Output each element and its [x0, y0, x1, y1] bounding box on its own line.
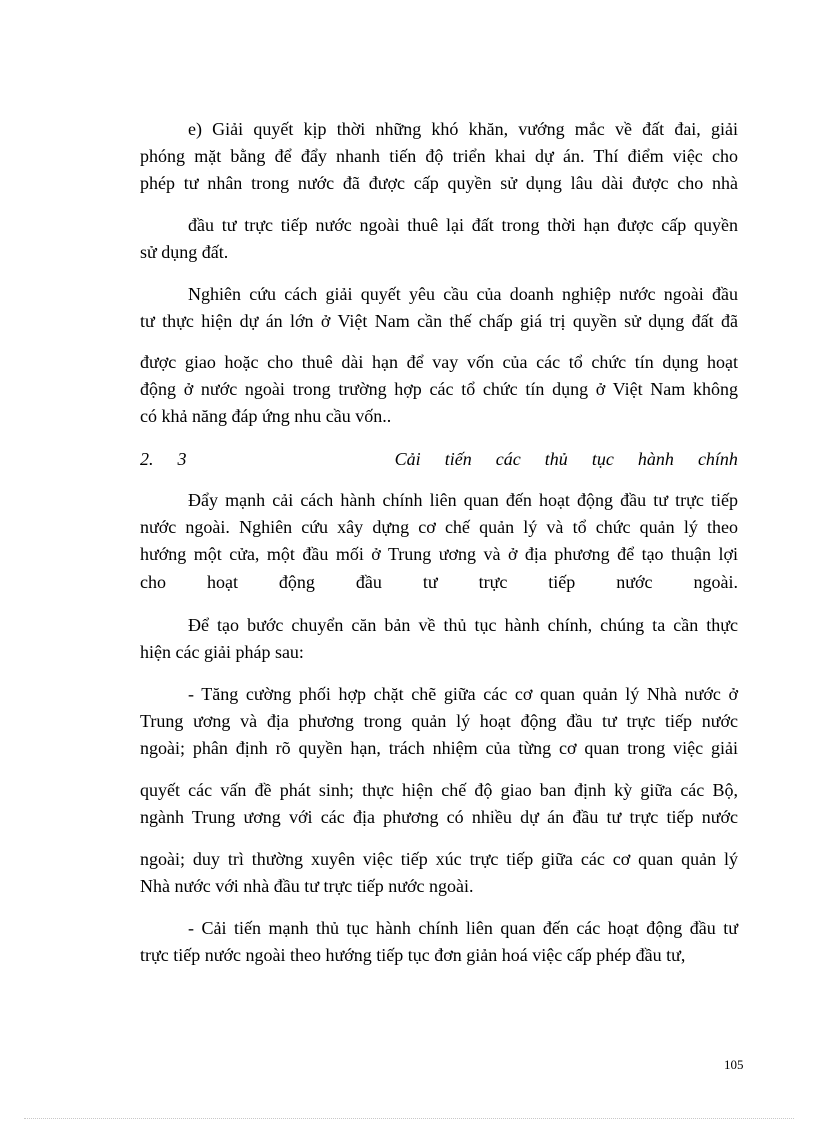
text-line: Nhà nước với nhà đầu tư trực tiếp nước ngoài.: [140, 876, 474, 896]
text-line: được giao hoặc cho thuê dài hạn để vay vốn của các tổ chức tín dụng hoạt: [140, 352, 738, 372]
heading-number-minor: 3: [177, 449, 187, 469]
text-line: phép tư nhân trong nước đã được cấp quyền sử dụng lâu dài được cho nhà: [140, 173, 738, 193]
text-line: Đẩy mạnh cải cách hành chính liên quan đến hoạt động đầu tư trực tiếp: [188, 490, 738, 510]
text-line: quyết các vấn đề phát sinh; thực hiện chế độ giao ban định kỳ giữa các Bộ,: [140, 780, 738, 800]
text-line: nước ngoài. Nghiên cứu xây dựng cơ chế quản lý và tổ chức quản lý theo: [140, 517, 738, 537]
heading-word: tục: [591, 449, 614, 469]
section-heading: [140, 448, 738, 470]
text-line: động ở nước ngoài trong trường hợp các tổ chức tín dụng ở Việt Nam không: [140, 379, 738, 399]
text-line: đầu tư trực tiếp nước ngoài thuê lại đất trong thời hạn được cấp quyền: [188, 215, 738, 235]
heading-spacer: [211, 448, 371, 470]
heading-word: Cải: [394, 449, 421, 469]
text-line: Trung ương và địa phương trong quản lý hoạt động đầu tư trực tiếp nước: [140, 711, 738, 731]
text-line: cho hoạt động đầu tư trực tiếp nước ngoài.: [140, 572, 738, 592]
heading-word: chính: [697, 449, 738, 469]
heading-word: thủ: [544, 449, 568, 469]
text-line: ngoài; phân định rõ quyền hạn, trách nhiệm của từng cơ quan trong việc giải: [140, 738, 738, 758]
bottom-rule: [24, 1118, 794, 1119]
text-line: hiện các giải pháp sau:: [140, 642, 304, 662]
heading-word: tiến: [444, 449, 472, 469]
text-line: e) Giải quyết kịp thời những khó khăn, vướng mắc về đất đai, giải: [188, 119, 738, 139]
heading-word: các: [495, 449, 521, 469]
text-line: ngoài; duy trì thường xuyên việc tiếp xúc trực tiếp giữa các cơ quan quản lý: [140, 849, 738, 869]
text-line: hướng một cửa, một đầu mối ở Trung ương và ở địa phương để tạo thuận lợi: [140, 544, 738, 564]
text-line: Nghiên cứu cách giải quyết yêu cầu của doanh nghiệp nước ngoài đầu: [188, 284, 738, 304]
text-line: phóng mặt bằng để đẩy nhanh tiến độ triển khai dự án. Thí điểm việc cho: [140, 146, 738, 166]
text-line: ngành Trung ương với các địa phương có nhiều dự án đầu tư trực tiếp nước: [140, 807, 738, 827]
text-line: tư thực hiện dự án lớn ở Việt Nam cần thế chấp giá trị quyền sử dụng đất đã: [140, 311, 738, 331]
text-line: sử dụng đất.: [140, 242, 229, 262]
heading-number-major: 2.: [140, 449, 154, 469]
heading-word: hành: [637, 449, 674, 469]
text-line: có khả năng đáp ứng nhu cầu vốn..: [140, 406, 392, 426]
text-line: Để tạo bước chuyển căn bản về thủ tục hành chính, chúng ta cần thực: [188, 615, 738, 635]
text-line: - Cải tiến mạnh thủ tục hành chính liên quan đến các hoạt động đầu tư: [188, 918, 738, 938]
page-number: 105: [724, 1057, 744, 1072]
text-line: trực tiếp nước ngoài theo hướng tiếp tục đơn giản hoá việc cấp phép đầu tư,: [140, 945, 686, 965]
text-line: - Tăng cường phối hợp chặt chẽ giữa các cơ quan quản lý Nhà nước ở: [188, 684, 738, 704]
